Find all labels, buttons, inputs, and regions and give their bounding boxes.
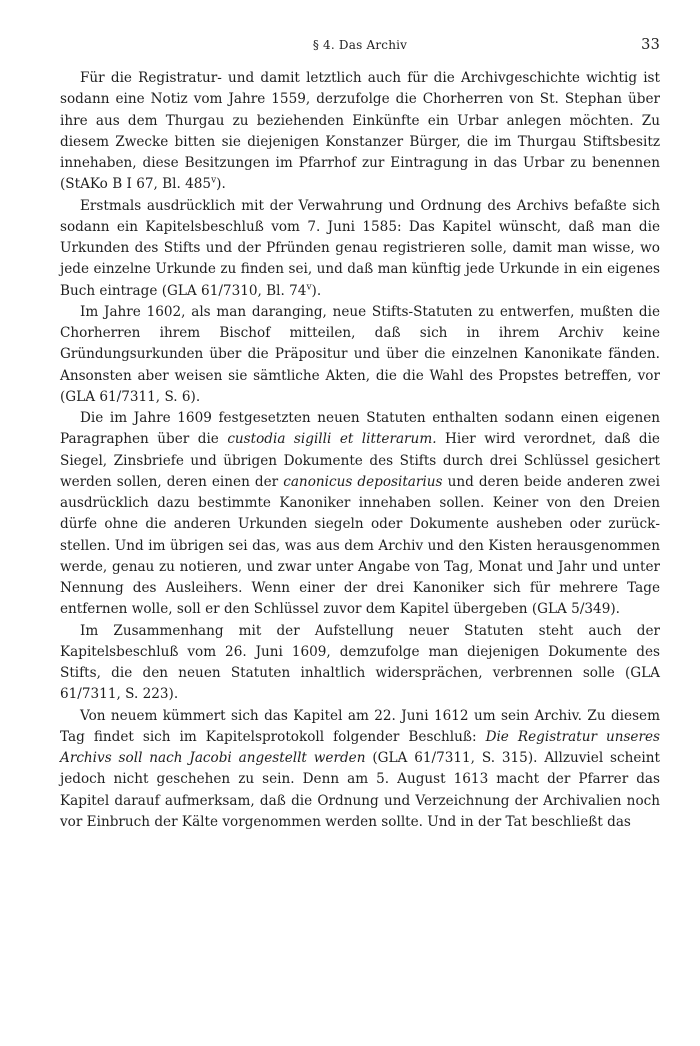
text-run: Die im Jahre 1609 festgesetzten neuen Statuten enthalten sodann einen eigenen Paragraphen über die	[60, 410, 660, 448]
text-run: ).	[311, 282, 322, 299]
italic-text: canonicus depositarius	[283, 473, 443, 490]
text-run: ).	[216, 176, 226, 193]
superscript: v	[211, 175, 217, 186]
text-run: Für die Registratur- und damit letztlich auch für die Archivgeschichte wichtig ist sodann eine Notiz vom Jahre 1559, derzufolge die Chorherren von St. Stephan über ihre aus dem Thurgau zu beziehenden Einkünfte ein Urbar anlegen möchten. Zu diesem Zwecke bitten sie diejenigen Konstanzer Bürger, die im Thurgau Stiftsbesitz innehaben, diese Besitzungen im Pfarrhof zur Eintragung in das Urbar zu benennen (StAKo B I 67, Bl. 485	[60, 70, 660, 193]
paragraph	[60, 408, 660, 621]
paragraph	[60, 706, 660, 834]
text-run: Hier wird verordnet, daß die Siegel, Zinsbriefe und übrigen Dokumente des Stifts durch drei Schlüssel gesichert werden sollen, deren einen der	[60, 431, 660, 490]
italic-text: Die Registratur unseres Archivs soll nach Jacobi angestellt werden	[60, 728, 661, 766]
body-text	[60, 68, 660, 833]
italic-text: custodia sigilli et litterarum.	[227, 431, 437, 448]
superscript: v	[306, 281, 312, 292]
section-title: § 4. Das Archiv	[312, 38, 408, 52]
paragraph	[60, 621, 660, 706]
text-run: Im Jahre 1602, als man daranging, neue Stifts-Statuten zu entwerfen, mußten die Chorherren ihrem Bischof mitteilen, daß sich in ihrem Archiv keine Gründungsurkunden über die Präpositur und über die einzelnen Kanonikate fänden. Ansonsten aber weisen sie sämtliche Akten, die die Wahl des Propstes betreffen, vor (GLA 61/7311, S. 6).	[60, 303, 660, 405]
running-header	[60, 38, 660, 60]
text-run: Erstmals ausdrücklich mit der Verwahrung und Ordnung des Archivs befaßte sich sodann ein Kapitelsbeschluß vom 7. Juni 1585: Das Kapitel wünscht, daß man die Urkunden des Stifts und der Pfründen genau registrieren solle, damit man wisse, wo jede einzelne Urkunde zu finden sei, und daß man künftig jede Urkunde in ein eigenes Buch eintrage (GLA 61/7310, Bl. 74	[60, 197, 660, 299]
text-run: und deren beide anderen zwei ausdrücklich dazu bestimmte Kanoniker innehaben sollen. Keiner von den Dreien dürfe ohne die anderen Urkunden siegeln oder Dokumente ausheben oder zurückstellen. Und im übrigen sei das, was aus dem Archiv und den Kisten herausgenommen werde, genau zu notieren, und zwar unter Angabe von Tag, Monat und Jahr und unter Nennung des Ausleihers. Wenn einer der drei Kanoniker sich für mehrere Tage entfernen wolle, soll er den Schlüssel zuvor dem Kapitel übergeben (GLA 5/349).	[60, 473, 661, 618]
text-run: Im Zusammenhang mit der Aufstellung neuer Statuten steht auch der Kapitelsbeschluß vom 26. Juni 1609, demzufolge man diejenigen Dokumente des Stifts, die den neuen Statuten inhaltlich widersprächen, verbrennen solle (GLA 61/7311, S. 223).	[60, 622, 660, 703]
paragraph	[60, 302, 660, 408]
text-run: (GLA 61/7311, S. 315). Allzuviel scheint jedoch nicht geschehen zu sein. Denn am 5. August 1613 macht der Pfarrer das Kapitel darauf aufmerksam, daß die Ordnung und Verzeichnung der Archivalien noch vor Einbruch der Kälte vorgenommen werden sollte. Und in der Tat beschließt das	[60, 750, 660, 830]
paragraph	[60, 196, 660, 302]
paragraph	[60, 68, 660, 196]
text-run: Von neuem kümmert sich das Kapitel am 22. Juni 1612 um sein Archiv. Zu diesem Tag findet sich im Kapitelsprotokoll folgender Beschluß:	[60, 707, 660, 745]
book-page	[60, 38, 660, 833]
page-number: 33	[641, 37, 660, 53]
